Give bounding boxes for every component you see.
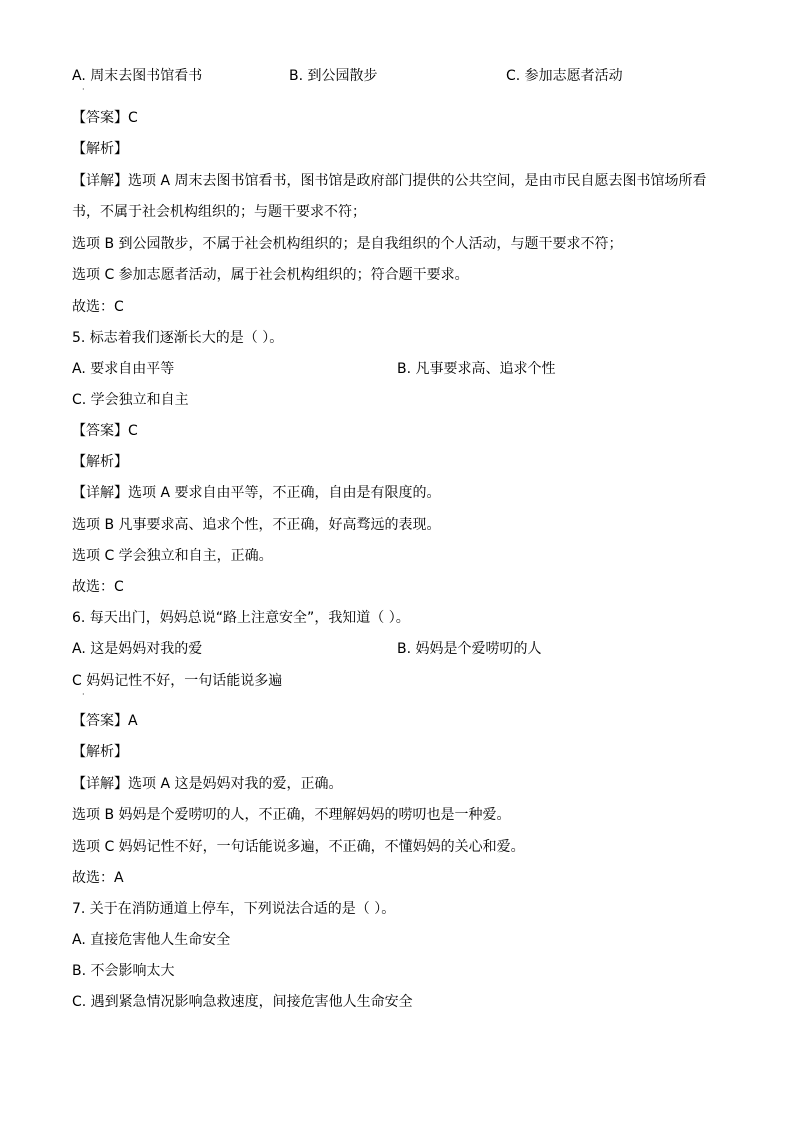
q6-answer: 【答案】A [72,713,138,729]
q6-analysis-label: 【解析】 [72,744,128,760]
q4-option-a: A. 周末去图书馆看书 [72,68,203,84]
q7-option-b: B. 不会影响太大 [72,963,175,979]
q5-stem: 5. 标志着我们逐渐长大的是（ ）。 [72,330,284,346]
q5-detail-line: 【详解】选项 A 要求自由平等，不正确，自由是有限度的。 [72,485,441,501]
q5-detail-line: 选项 B 凡事要求高、追求个性，不正确，好高骛远的表现。 [72,517,441,533]
q5-option-c: C. 学会独立和自主 [72,392,189,408]
q6-detail-line: 选项 C 妈妈记性不好，一句话能说多遍，不正确，不懂妈妈的关心和爱。 [72,839,525,855]
bullet-dot: · [82,690,85,699]
q5-choice: 故选：C [72,579,124,595]
q4-answer: 【答案】C [72,110,138,126]
q4-detail-line: 选项 C 参加志愿者活动，属于社会机构组织的；符合题干要求。 [72,267,469,283]
q6-option-c: C 妈妈记性不好，一句话能说多遍 [72,673,283,689]
q5-detail-line: 选项 C 学会独立和自主，正确。 [72,548,273,564]
q5-option-b: B. 凡事要求高、追求个性 [397,361,556,377]
q5-answer: 【答案】C [72,423,138,439]
q4-detail-line: 书，不属于社会机构组织的；与题干要求不符； [72,204,366,220]
q4-analysis-label: 【解析】 [72,141,128,157]
q6-detail-line: 【详解】选项 A 这是妈妈对我的爱，正确。 [72,776,343,792]
q7-option-a: A. 直接危害他人生命安全 [72,932,231,948]
q4-choice: 故选：C [72,299,124,315]
q5-analysis-label: 【解析】 [72,454,128,470]
q4-option-c: C. 参加志愿者活动 [506,68,623,84]
bullet-dot: · [82,85,85,94]
q6-choice: 故选：A [72,870,124,886]
q7-option-c: C. 遇到紧急情况影响急救速度，间接危害他人生命安全 [72,994,413,1010]
q4-detail-line: 【详解】选项 A 周末去图书馆看书，图书馆是政府部门提供的公共空间，是由市民自愿去图书馆场所看 [72,173,707,189]
q6-stem: 6. 每天出门，妈妈总说“路上注意安全”，我知道（ ）。 [72,610,410,626]
q6-detail-line: 选项 B 妈妈是个爱唠叨的人，不正确，不理解妈妈的唠叨也是一种爱。 [72,807,511,823]
q6-option-a: A. 这是妈妈对我的爱 [72,641,203,657]
q4-detail-line: 选项 B 到公园散步，不属于社会机构组织的；是自我组织的个人活动，与题干要求不符； [72,236,623,252]
q7-stem: 7. 关于在消防通道上停车，下列说法合适的是（ ）。 [72,901,396,917]
q4-option-b: B. 到公园散步 [289,68,378,84]
q5-option-a: A. 要求自由平等 [72,361,175,377]
q6-option-b: B. 妈妈是个爱唠叨的人 [397,641,542,657]
